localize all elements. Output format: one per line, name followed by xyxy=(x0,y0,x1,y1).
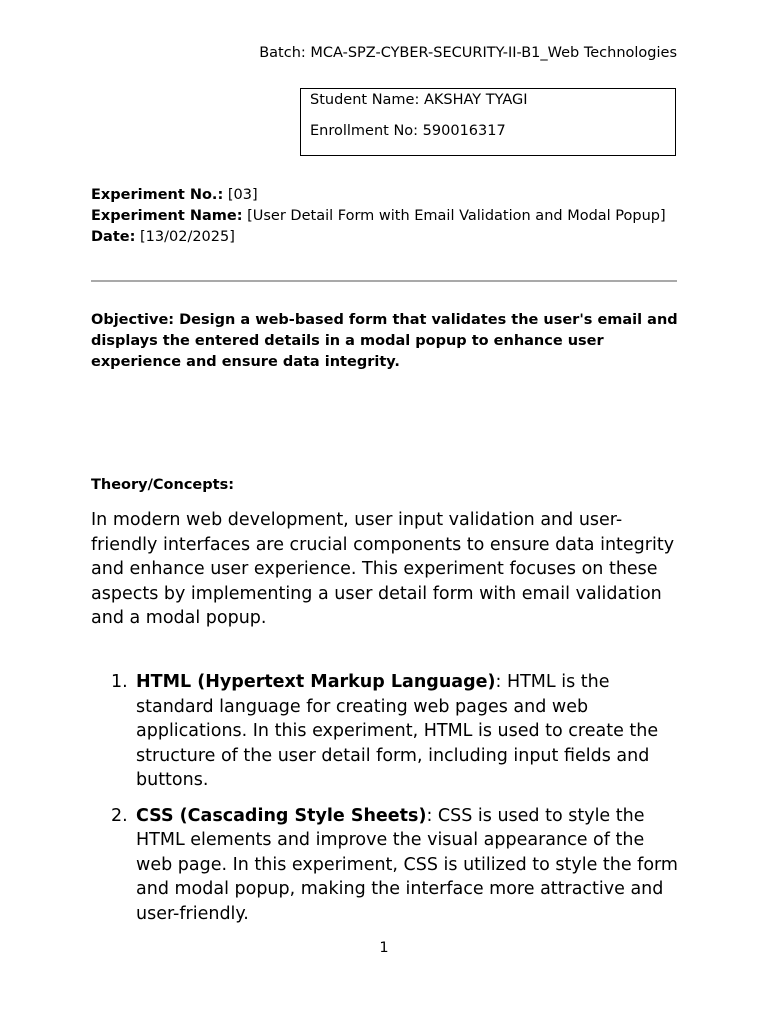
student-info-box xyxy=(300,88,676,156)
list-item xyxy=(111,804,683,927)
experiment-date-label: Date: xyxy=(91,229,136,245)
concepts-list xyxy=(111,670,683,937)
list-item-term: HTML (Hypertext Markup Language) xyxy=(136,672,496,692)
list-item xyxy=(111,670,683,793)
list-item-term: CSS (Cascading Style Sheets) xyxy=(136,805,427,826)
experiment-no-value: [03] xyxy=(223,187,258,203)
page-number: 1 xyxy=(379,940,389,956)
list-item-desc: : HTML is the standard language for creating web pages and web applications. In this experiment, HTML is used to create the structure of the user detail form, including input fields and buttons. xyxy=(136,672,659,790)
enrollment-no: Enrollment No: 590016317 xyxy=(310,123,506,139)
experiment-name xyxy=(91,206,681,227)
batch-info: Batch: MCA-SPZ-CYBER-SECURITY-II-B1_Web Technologies xyxy=(259,45,677,61)
experiment-name-value: [User Detail Form with Email Validation and Modal Popup] xyxy=(242,208,666,224)
experiment-no-label: Experiment No.: xyxy=(91,187,224,203)
experiment-date-value: [13/02/2025] xyxy=(135,229,235,245)
theory-intro: In modern web development, user input validation and user-friendly interfaces are crucial components to ensure data integrity and enhance user experience. This experiment focuses on these aspects by implementing a user detail form with email validation and a modal popup. xyxy=(91,510,675,628)
objective-text: Objective: Design a web-based form that validates the user's email and displays the entered details in a modal popup to enhance user experience and ensure data integrity. xyxy=(91,312,678,370)
experiment-date xyxy=(91,227,681,248)
theory-heading: Theory/Concepts: xyxy=(91,477,235,493)
experiment-details xyxy=(91,185,681,248)
list-item-number: 1. xyxy=(111,672,128,692)
list-item-number: 2. xyxy=(111,805,128,826)
student-name: Student Name: AKSHAY TYAGI xyxy=(310,92,528,108)
experiment-name-label: Experiment Name: xyxy=(91,208,243,224)
experiment-no xyxy=(91,185,681,206)
horizontal-divider xyxy=(91,280,677,282)
list-item-desc: : CSS is used to style the HTML elements and improve the visual appearance of the web page. In this experiment, CSS is utilized to style the form and modal popup, making the interface more attractive and user-friendly. xyxy=(136,805,678,924)
